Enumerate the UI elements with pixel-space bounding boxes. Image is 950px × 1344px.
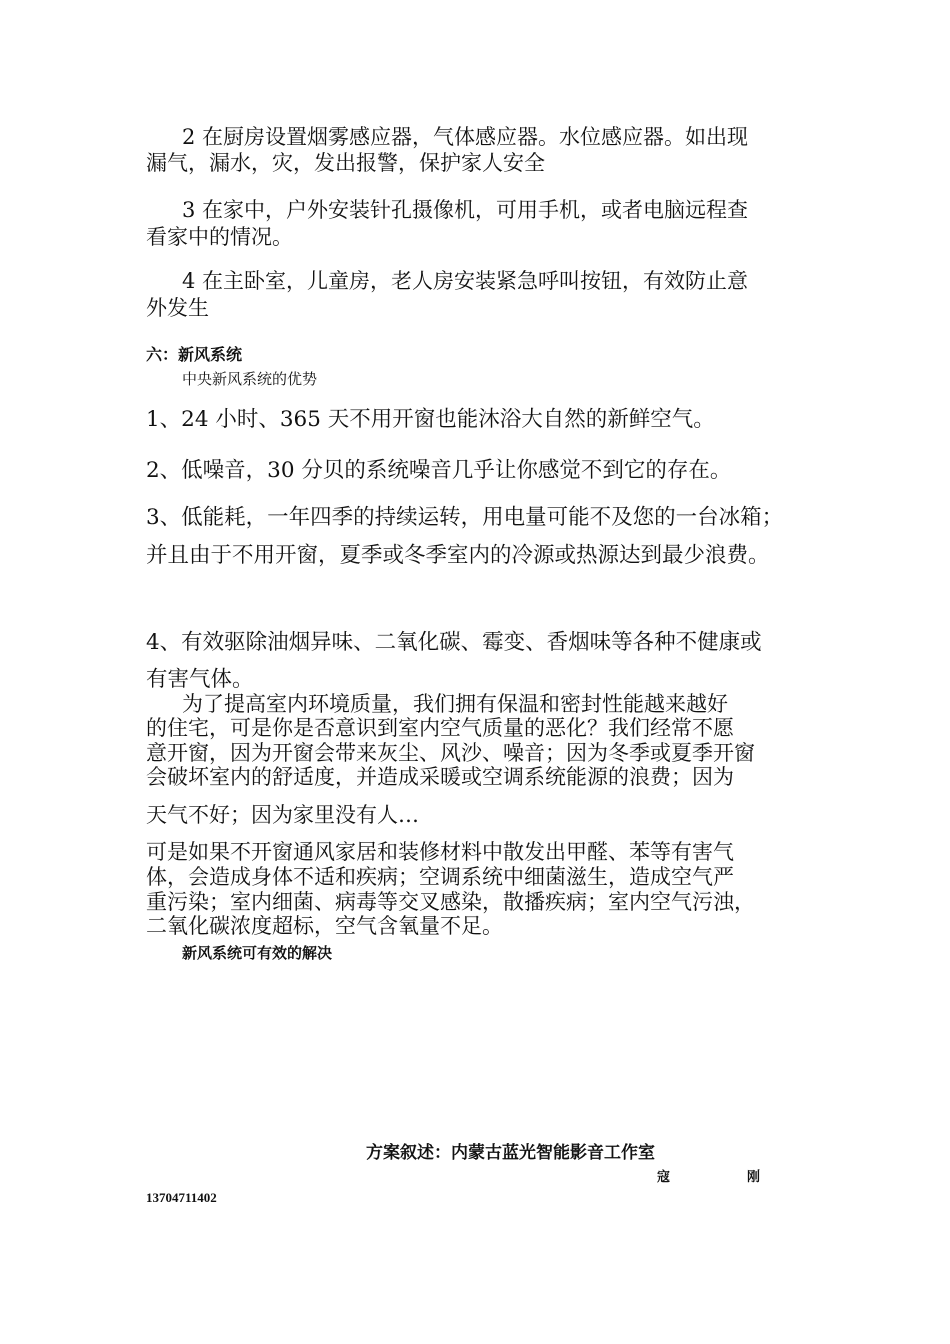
paragraph2-line2: 体，会造成身体不适和疾病；空调系统中细菌滋生，造成空气严 — [146, 865, 734, 889]
solve-note: 新风系统可有效的解决 — [182, 944, 333, 962]
paragraph2-line4: 二氧化碳浓度超标，空气含氧量不足。 — [146, 914, 503, 938]
advantage-3-line1: 3、低能耗，一年四季的持续运转，用电量可能不及您的一台冰箱； — [146, 505, 784, 530]
item2-line2: 漏气，漏水，灾，发出报警，保护家人安全 — [146, 151, 545, 175]
item2-line1: 2 在厨房设置烟雾感应器，气体感应器。水位感应器。如出现 — [182, 125, 749, 149]
author-name-char1: 寇 — [657, 1170, 671, 1185]
advantage-4-line1: 4、有效驱除油烟异味、二氧化碳、霉变、香烟味等各种不健康或 — [146, 630, 762, 655]
advantage-3-line2: 并且由于不用开窗，夏季或冬季室内的冷源或热源达到最少浪费。 — [146, 543, 770, 568]
item3-line1: 3 在家中，户外安装针孔摄像机，可用手机，或者电脑远程查 — [182, 198, 749, 222]
item3-line2: 看家中的情况。 — [146, 225, 293, 249]
advantage-4-line2: 有害气体。 — [146, 667, 254, 692]
phone-number: 13704711402 — [146, 1190, 217, 1205]
section-heading: 六：新风系统 — [146, 345, 243, 364]
paragraph1-line3: 意开窗，因为开窗会带来灰尘、风沙、噪音；因为冬季或夏季开窗 — [146, 741, 755, 765]
paragraph1-line4: 会破坏室内的舒适度，并造成采暖或空调系统能源的浪费；因为 — [146, 765, 734, 789]
item4-line1: 4 在主卧室，儿童房，老人房安装紧急呼叫按钮，有效防止意 — [182, 269, 749, 293]
advantage-2: 2、低噪音，30 分贝的系统噪音几乎让你感觉不到它的存在。 — [146, 458, 732, 483]
paragraph1-line5: 天气不好；因为家里没有人… — [146, 803, 419, 827]
author-name-char2: 刚 — [747, 1170, 761, 1185]
section-subheading: 中央新风系统的优势 — [182, 370, 318, 388]
author-line: 方案叙述：内蒙古蓝光智能影音工作室 — [366, 1143, 655, 1163]
paragraph1-line1: 为了提高室内环境质量，我们拥有保温和密封性能越来越好 — [182, 692, 728, 716]
paragraph2-line1: 可是如果不开窗通风家居和装修材料中散发出甲醛、苯等有害气 — [146, 840, 734, 864]
paragraph1-line2: 的住宅，可是你是否意识到室内空气质量的恶化？我们经常不愿 — [146, 716, 734, 740]
paragraph2-line3: 重污染；室内细菌、病毒等交叉感染，散播疾病；室内空气污浊， — [146, 890, 755, 914]
advantage-1: 1、24 小时、365 天不用开窗也能沐浴大自然的新鲜空气。 — [146, 407, 715, 432]
item4-line2: 外发生 — [146, 296, 209, 320]
